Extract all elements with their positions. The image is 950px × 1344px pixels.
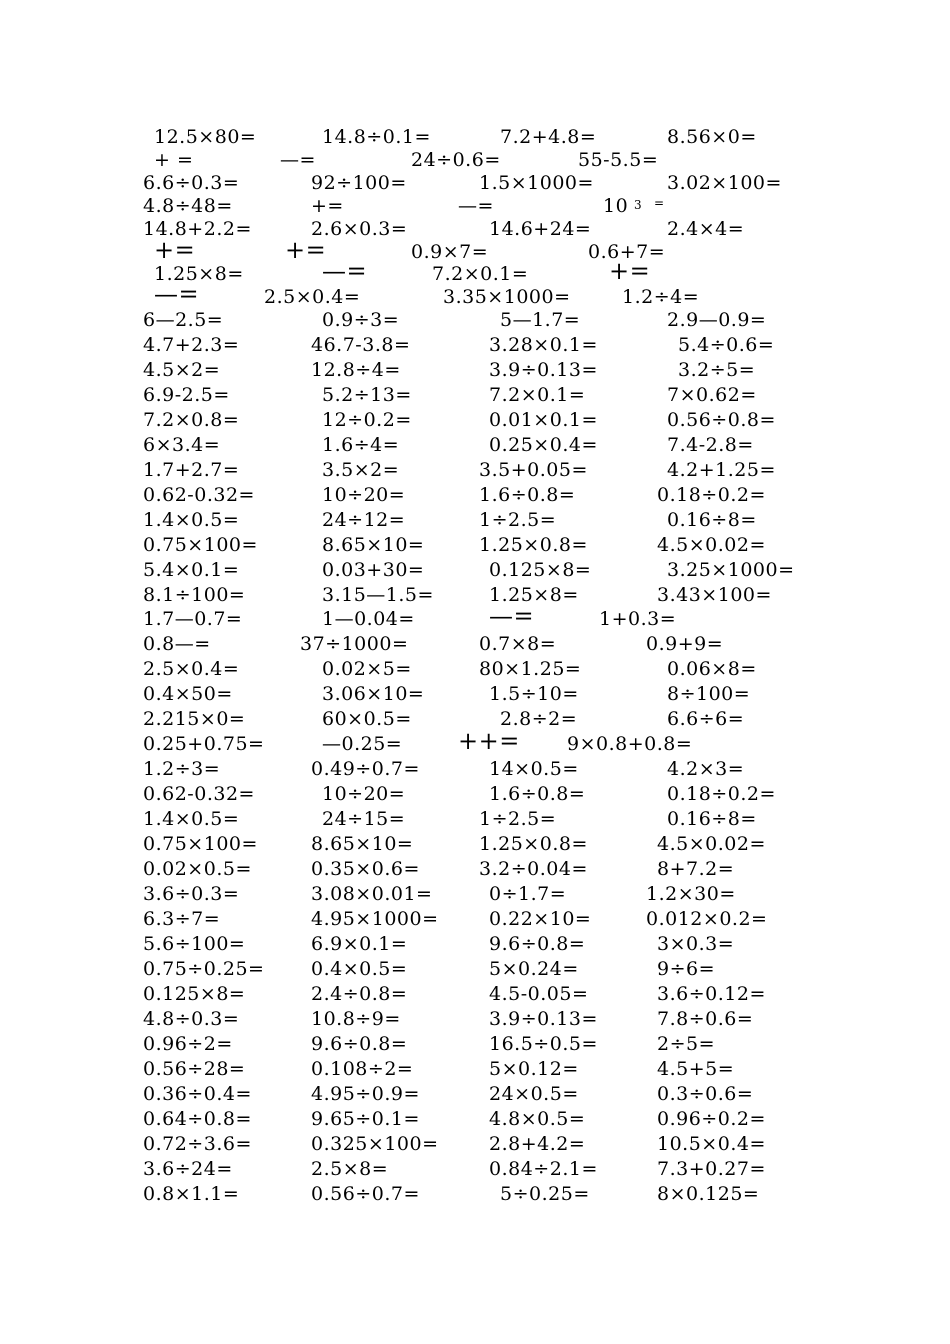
problem: 3.28×0.1= <box>489 334 598 356</box>
problem: 8.56×0= <box>667 126 757 148</box>
problem: 6.9×0.1= <box>311 933 408 955</box>
problem: 0.72÷3.6= <box>143 1133 252 1155</box>
problem: 2.5×8= <box>311 1158 389 1180</box>
problem: 3.6÷24= <box>143 1158 233 1180</box>
problem: —= <box>458 195 494 217</box>
problem: 0.03+30= <box>322 559 425 581</box>
problem: 5.6÷100= <box>143 933 246 955</box>
problem: 12.5×80= <box>154 126 257 148</box>
problem: 8÷100= <box>667 683 751 705</box>
problem: 7.4-2.8= <box>667 434 754 456</box>
problem: 7.2×0.1= <box>432 263 529 285</box>
problem: 1+0.3= <box>599 608 677 630</box>
problem: 1.6÷0.8= <box>489 783 586 805</box>
problem: 1÷2.5= <box>479 509 557 531</box>
problem: 7×0.62= <box>667 384 757 406</box>
problem: 0.62-0.32= <box>143 783 255 805</box>
problem: 0.012×0.2= <box>646 908 768 930</box>
problem: 10÷20= <box>322 783 406 805</box>
problem: 1.25×0.8= <box>479 833 588 855</box>
problem: 1.5×1000= <box>479 172 594 194</box>
problem: 12.8÷4= <box>311 359 401 381</box>
problem: 0.35×0.6= <box>311 858 420 880</box>
problem: 0÷1.7= <box>489 883 567 905</box>
problem: 2÷5= <box>657 1033 716 1055</box>
problem: 4.5-0.05= <box>489 983 589 1005</box>
problem: 0.25×0.4= <box>489 434 598 456</box>
problem: 3.9÷0.13= <box>489 1008 598 1030</box>
problem: 1.2×30= <box>646 883 736 905</box>
problem: 2.4×4= <box>667 218 745 240</box>
problem: 14.8÷0.1= <box>322 126 431 148</box>
problem: 24×0.5= <box>489 1083 579 1105</box>
problem: 3.35×1000= <box>443 286 571 308</box>
problem: 1.7—0.7= <box>143 608 243 630</box>
problem: 5.2÷13= <box>322 384 412 406</box>
problem: += <box>311 195 344 217</box>
problem: 80×1.25= <box>479 658 582 680</box>
problem: 5—1.7= <box>500 309 581 331</box>
problem: 3.15—1.5= <box>322 584 434 606</box>
problem: 1.5÷10= <box>489 683 579 705</box>
problem: 2.5×0.4= <box>264 286 361 308</box>
problem: 10 <box>603 195 629 217</box>
problem: 10.5×0.4= <box>657 1133 766 1155</box>
problem: 4.8÷48= <box>143 195 233 217</box>
problem: 16.5÷0.5= <box>489 1033 598 1055</box>
problem: 2.8+4.2= <box>489 1133 586 1155</box>
problem: 5×0.12= <box>489 1058 579 1080</box>
problem: 4.5×2= <box>143 359 221 381</box>
problem: 9.6÷0.8= <box>311 1033 408 1055</box>
problem: 60×0.5= <box>322 708 412 730</box>
problem: 7.2×0.1= <box>489 384 586 406</box>
problem: 0.01×0.1= <box>489 409 598 431</box>
problem: 24÷0.6= <box>411 149 501 171</box>
problem: 24÷15= <box>322 808 406 830</box>
problem: 1.4×0.5= <box>143 509 240 531</box>
problem: 6×3.4= <box>143 434 221 456</box>
problem: 1.25×8= <box>154 263 244 285</box>
problem: 0.22×10= <box>489 908 592 930</box>
problem: 0.36÷0.4= <box>143 1083 252 1105</box>
problem: 3.6÷0.12= <box>657 983 766 1005</box>
problem: 10÷20= <box>322 484 406 506</box>
problem: 7.8÷0.6= <box>657 1008 754 1030</box>
problem: 0.56÷28= <box>143 1058 246 1080</box>
problem: 4.2×3= <box>667 758 745 780</box>
problem: 0.75÷0.25= <box>143 958 265 980</box>
problem: 4.8×0.5= <box>489 1108 586 1130</box>
problem: 14×0.5= <box>489 758 579 780</box>
problem: 1.7+2.7= <box>143 459 240 481</box>
problem: 4.2+1.25= <box>667 459 776 481</box>
problem: 0.56÷0.7= <box>311 1183 420 1205</box>
problem: 4.95×1000= <box>311 908 439 930</box>
problem: 5.4÷0.6= <box>678 334 775 356</box>
problem: 2.9—0.9= <box>667 309 767 331</box>
problem: 0.64÷0.8= <box>143 1108 252 1130</box>
problem: 7.3+0.27= <box>657 1158 766 1180</box>
problem: = <box>654 196 665 210</box>
problem: 1.2÷3= <box>143 758 221 780</box>
problem: 2.215×0= <box>143 708 246 730</box>
problem: 6.6÷6= <box>667 708 745 730</box>
problem: —= <box>154 280 200 308</box>
problem: 6.9-2.5= <box>143 384 230 406</box>
problem: 0.06×8= <box>667 658 757 680</box>
problem: 3.02×100= <box>667 172 782 194</box>
problem: 3.2÷5= <box>678 359 756 381</box>
problem: 1.6÷0.8= <box>479 484 576 506</box>
problem: 7.2+4.8= <box>500 126 597 148</box>
problem: 8×0.125= <box>657 1183 760 1205</box>
problem: 1—0.04= <box>322 608 415 630</box>
problem: 4.8÷0.3= <box>143 1008 240 1030</box>
problem: 0.3÷0.6= <box>657 1083 754 1105</box>
problem: 0.108÷2= <box>311 1058 414 1080</box>
problem: —= <box>489 602 535 630</box>
problem: 46.7-3.8= <box>311 334 411 356</box>
problem: 2.4÷0.8= <box>311 983 408 1005</box>
problem: 8.1÷100= <box>143 584 246 606</box>
problem: 6—2.5= <box>143 309 224 331</box>
problem: 55-5.5= <box>578 149 659 171</box>
problem: + = <box>154 149 194 171</box>
problem: 9.6÷0.8= <box>489 933 586 955</box>
problem: 0.02×0.5= <box>143 858 252 880</box>
problem: 0.4×0.5= <box>311 958 408 980</box>
problem: 3.2÷0.04= <box>479 858 588 880</box>
problem: 12÷0.2= <box>322 409 412 431</box>
problem: 6.3÷7= <box>143 908 221 930</box>
problem: —= <box>280 149 316 171</box>
problem: 2.5×0.4= <box>143 658 240 680</box>
problem: 3.5×2= <box>322 459 400 481</box>
problem: 0.96÷0.2= <box>657 1108 766 1130</box>
problem: 37÷1000= <box>300 633 409 655</box>
problem: 4.5×0.02= <box>657 833 766 855</box>
problem: 1.2÷4= <box>622 286 700 308</box>
problem: 0.7×8= <box>479 633 557 655</box>
problem: 4.5+5= <box>657 1058 735 1080</box>
problem: 1.6÷4= <box>322 434 400 456</box>
problem: 3.6÷0.3= <box>143 883 240 905</box>
problem: 0.9÷3= <box>322 309 400 331</box>
problem: 0.4×50= <box>143 683 233 705</box>
problem: 0.6+7= <box>588 241 666 263</box>
problem: 3.08×0.01= <box>311 883 433 905</box>
problem: 0.62-0.32= <box>143 484 255 506</box>
problem: 0.49÷0.7= <box>311 758 420 780</box>
problem: 14.6+24= <box>489 218 592 240</box>
problem: 2.8÷2= <box>500 708 578 730</box>
problem: 0.16÷8= <box>667 509 757 531</box>
problem: 4.7+2.3= <box>143 334 240 356</box>
problem: 92÷100= <box>311 172 407 194</box>
problem: 3×0.3= <box>657 933 735 955</box>
problem: 0.125×8= <box>143 983 246 1005</box>
problem: 5÷0.25= <box>500 1183 590 1205</box>
problem: 0.75×100= <box>143 833 258 855</box>
problem: 5.4×0.1= <box>143 559 240 581</box>
problem: 1.25×8= <box>489 584 579 606</box>
problem: ++= <box>458 727 520 755</box>
problem: 6.6÷0.3= <box>143 172 240 194</box>
problem: 1÷2.5= <box>479 808 557 830</box>
problem: 7.2×0.8= <box>143 409 240 431</box>
problem: 0.84÷2.1= <box>489 1158 598 1180</box>
problem: 0.16÷8= <box>667 808 757 830</box>
problem: 0.18÷0.2= <box>667 783 776 805</box>
problem: 2.6×0.3= <box>311 218 408 240</box>
problem: 1.4×0.5= <box>143 808 240 830</box>
problem: 0.02×5= <box>322 658 412 680</box>
problem-superscript: 3 <box>634 198 643 212</box>
problem: 3.5+0.05= <box>479 459 588 481</box>
problem: 0.75×100= <box>143 534 258 556</box>
problem: 9÷6= <box>657 958 716 980</box>
problem: 0.9+9= <box>646 633 724 655</box>
problem: —0.25= <box>322 733 403 755</box>
problem: 0.56÷0.8= <box>667 409 776 431</box>
problem: 3.06×10= <box>322 683 425 705</box>
problem: 14.8+2.2= <box>143 218 252 240</box>
problem: 24÷12= <box>322 509 406 531</box>
problem: 0.125×8= <box>489 559 592 581</box>
problem: 9.65÷0.1= <box>311 1108 420 1130</box>
problem: 8+7.2= <box>657 858 735 880</box>
problem: 1.25×0.8= <box>479 534 588 556</box>
problem: 0.25+0.75= <box>143 733 265 755</box>
problem: 0.8×1.1= <box>143 1183 240 1205</box>
problem: 4.95÷0.9= <box>311 1083 420 1105</box>
problem: 0.96÷2= <box>143 1033 233 1055</box>
problem: 0.8—= <box>143 633 211 655</box>
problem: —= <box>322 257 368 285</box>
problem: 8.65×10= <box>311 833 414 855</box>
problem: 10.8÷9= <box>311 1008 401 1030</box>
problem: += <box>154 236 196 264</box>
problem: 5×0.24= <box>489 958 579 980</box>
problem: 3.43×100= <box>657 584 772 606</box>
problem: 3.9÷0.13= <box>489 359 598 381</box>
problem: += <box>609 257 651 285</box>
problem: += <box>285 236 327 264</box>
problem: 0.18÷0.2= <box>657 484 766 506</box>
problem: 8.65×10= <box>322 534 425 556</box>
problem: 9×0.8+0.8= <box>567 733 693 755</box>
problem: 0.9×7= <box>411 241 489 263</box>
problem: 0.325×100= <box>311 1133 439 1155</box>
problem: 3.25×1000= <box>667 559 795 581</box>
problem: 4.5×0.02= <box>657 534 766 556</box>
